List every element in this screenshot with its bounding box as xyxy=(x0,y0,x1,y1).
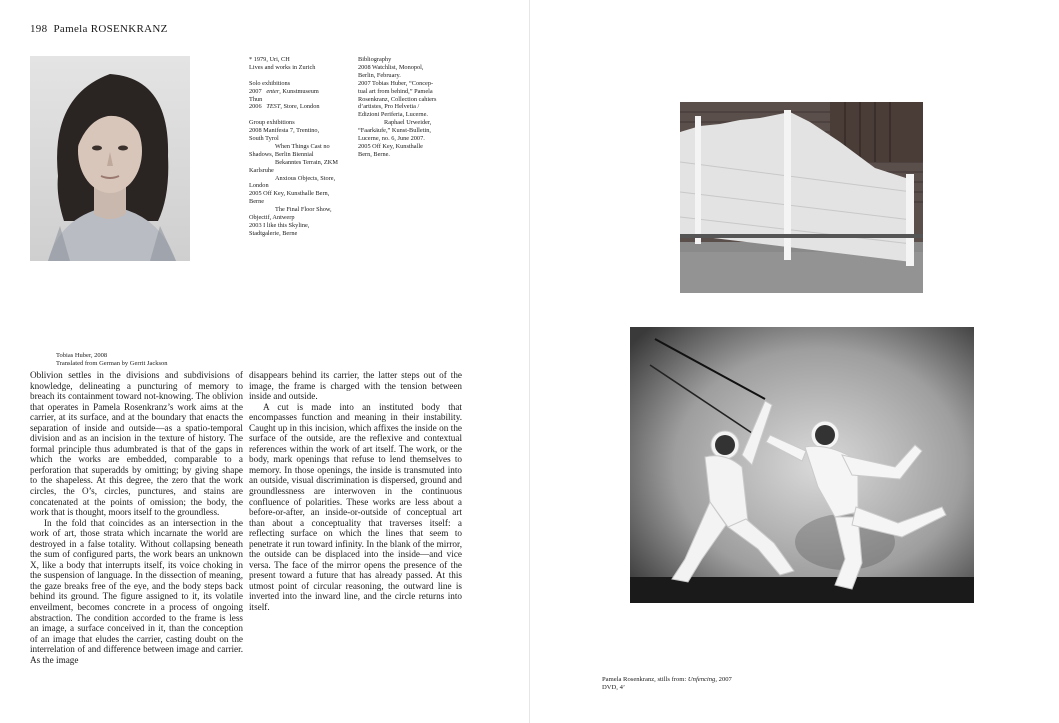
group-line: Objectif, Antwerp xyxy=(249,214,295,222)
essay-translator: Translated from German by Gerrit Jackson xyxy=(56,360,168,367)
bibliography-line: Raphael Urweider, xyxy=(384,119,432,127)
group-line: Anxious Objects, Store, xyxy=(275,174,336,182)
bibliography-line: Rosenkranz, Collection cahiers xyxy=(358,95,437,103)
group-line: Stadtgalerie, Berne xyxy=(249,229,298,237)
group-line: The Final Floor Show, xyxy=(275,206,332,214)
group-line: London xyxy=(249,182,269,190)
lives-line: Lives and works in Zurich xyxy=(249,63,316,71)
image-caption xyxy=(602,676,732,693)
portrait-image xyxy=(30,56,190,261)
biography xyxy=(249,56,359,238)
solo-entry: 2006 TEST, Store, London xyxy=(249,103,320,111)
bibliography-line: 2007 Tobias Huber, “Concep- xyxy=(358,79,434,87)
fencing-image xyxy=(630,327,974,603)
group-line: 2008 Manifesta 7, Trentino, xyxy=(249,127,320,135)
essay-column-1 xyxy=(30,370,243,665)
bibliography-line: 2005 Off Key, Kunsthalle xyxy=(358,142,423,150)
fence-photo xyxy=(680,102,923,293)
bibliography-line: Lucerne, no. 6, June 2007. xyxy=(358,135,425,143)
bibliography xyxy=(358,56,450,159)
group-line: When Things Cast no xyxy=(275,142,330,150)
caption-line: DVD, 4’ xyxy=(602,684,626,692)
bibliography-heading: Bibliography xyxy=(358,56,392,63)
fencing-photo xyxy=(630,327,974,603)
bibliography-line: Bern, Berne. xyxy=(358,150,390,158)
solo-entry: Thun xyxy=(249,95,263,103)
bibliography-line: “Faarkäufe,” Kunst-Bulletin, xyxy=(358,127,431,135)
essay-paragraph: Oblivion settles in the divisions and subdivisions of knowledge, delineating a puncturing of memory to breach its containment toward not-knowing. The oblivion that operates in Pamela Rosenkranz’s work aims at the carrier, at its surface, and at the boundary that enacts the separation of inside and outside—as a spatio-temporal division and as an incision in the texture of history. The formal principle thus adumbrated is that of the gaps in which the works are embedded, comparable to a perforation that superadds by omitting; by giving shape to the shapeless. At this degree, the zero that the work circles, the O’s, circles, punctures, and stains are concatenated at the points of omission; the body, the work that is thought, moors itself to the groundless. xyxy=(30,370,243,518)
group-line: 2005 Off Key, Kunsthalle Bern, xyxy=(249,190,330,198)
essay-byline xyxy=(56,352,168,368)
artist-name: Pamela ROSENKRANZ xyxy=(53,23,168,35)
spread-gutter xyxy=(529,0,530,723)
page-number: 198 xyxy=(30,23,48,35)
solo-heading: Solo exhibitions xyxy=(249,79,291,87)
group-line: Bekanntes Terrain, ZKM xyxy=(275,158,338,166)
group-heading: Group exhibitions xyxy=(249,119,295,127)
group-line: Karlsruhe xyxy=(249,166,274,174)
bibliography-line: tual art from behind,” Pamela xyxy=(358,87,433,95)
group-line: South Tyrol xyxy=(249,135,279,143)
group-line: Shadows, Berlin Biennial xyxy=(249,150,314,158)
essay-author: Tobias Huber, 2008 xyxy=(56,352,108,359)
essay-paragraph: In the fold that coincides as an intersection in the work of art, those strata which incarnate the world are destroyed in a false totality. Without collapsing beneath the sum of configured parts, the work bears an unknown X, like a body that interrupts itself, its voice choking in the suspension of language. In the dissection of meaning, the gaze breaks free of the eye, and the body steps back behind its ground. The figure assigned to it, its volatile enveilment, becomes concrete in a process of ongoing abstraction. The condition accorded to the frame is less an image, a surface conceived in it, than the conception of an image that eludes the carrier, casting doubt on the interrelation of and difference between image and carrier. As the image xyxy=(30,517,243,665)
group-line: Berne xyxy=(249,198,265,206)
bibliography-line: Edizioni Periferia, Lucerne. xyxy=(358,111,428,119)
page-header xyxy=(30,23,168,35)
essay-paragraph: disappears behind its carrier, the latter steps out of the image, the frame is charged with the tension between inside and outside. xyxy=(249,370,462,402)
solo-entry: 2007 enter, Kunstmuseum xyxy=(249,87,319,95)
caption-line: Pamela Rosenkranz, stills from: Unfencing, 2007 xyxy=(602,676,732,683)
group-line: 2003 I like this Skyline, xyxy=(249,222,310,229)
essay-column-2 xyxy=(249,370,462,613)
bibliography-line: d’artistes, Pro Helvetia / xyxy=(358,103,420,111)
born-line: * 1979, Uri, CH xyxy=(249,56,290,63)
fence-image xyxy=(680,102,923,293)
essay-paragraph: A cut is made into an instituted body that encompasses function and meaning in their instability. Caught up in this incision, which affixes the inside on the surface of the outside, are the reflexive and contextual references within the work of art itself. The work, or the body, mark openings that refuse to lend themselves to memory. In those openings, the inside is transmuted into an outside, visual discrimination is dispersed, ground and groundlessness are interwoven in the continuous confluence of polarities. These works are less about a before-or-after, an inside-or-outside of conceptual art than about a conceptuality that traverses itself: a reflecting surface on which the lines that seem to penetrate it run toward infinity. In the blank of the mirror, the outside can be displaced into the inside—and vice versa. The face of the mirror opens the presence of the present toward a future that has already passed. At this utmost point of circular reasoning, the outward line is inverted into the inward line, and the circle returns into itself. xyxy=(249,401,462,613)
bibliography-line: 2008 Watchlist, Monopol, xyxy=(358,63,424,71)
artist-portrait xyxy=(30,56,190,261)
bibliography-line: Berlin, February. xyxy=(358,71,401,79)
